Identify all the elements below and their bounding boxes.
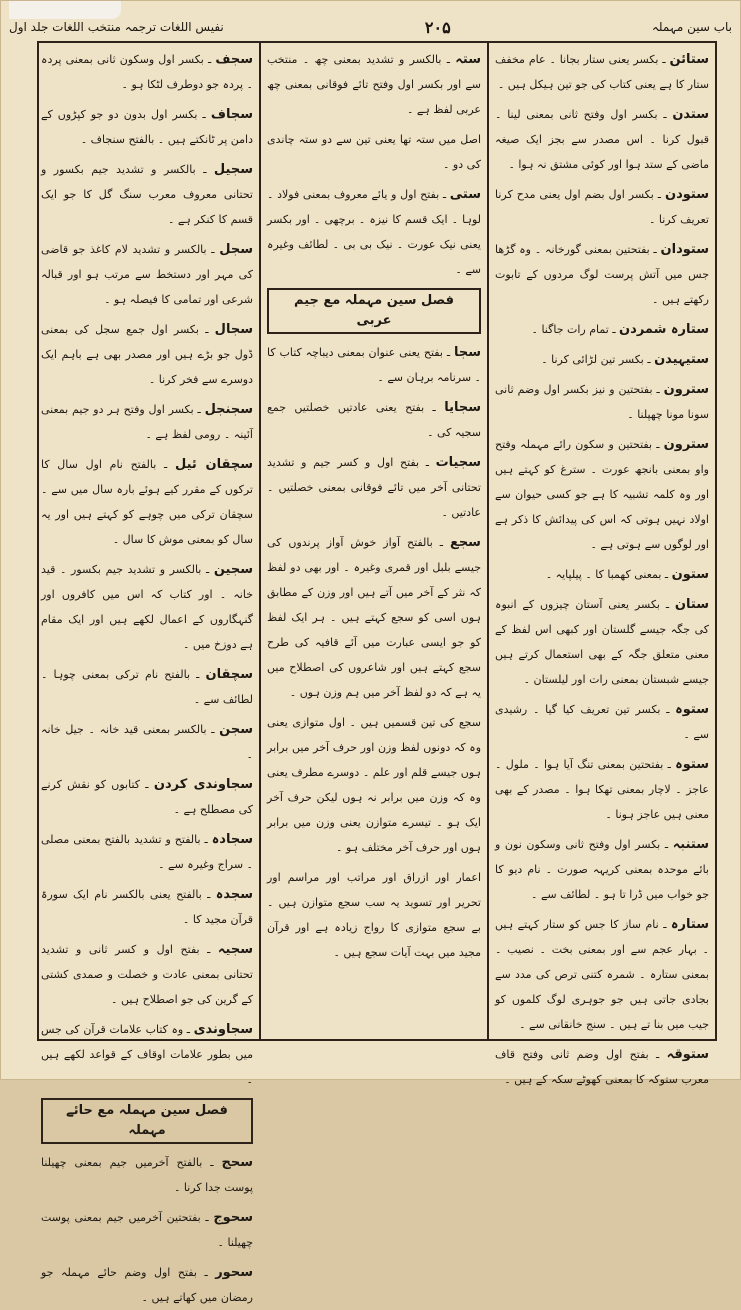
dictionary-entry: سجیل ـ بالکسر و تشدید جیم بکسور و تحتانی معروف معرب سنگ گل کا جو ایک قسم کا کنکر ہے ۔ <box>41 162 253 226</box>
dictionary-entry: سجاوندی ـ وہ کتاب علامات قرآن کی جس میں بطور علامات اوقاف کے قواعد لکھے ہیں ۔ <box>41 1022 253 1086</box>
dictionary-entry <box>267 127 481 177</box>
dictionary-entry: سحور ـ بفتح اول وضم حائے مہملہ جو رمضان میں کھاتے ہیں ۔ <box>41 1265 253 1304</box>
header-chapter-title: باب سین مہملہ <box>651 20 732 34</box>
entry-definition: بکسر اول وفتح ثانی بمعنی لینا ۔ قبول کرنا ۔ اس مصدر سے بجز ایک صیغہ ماضی کے ستد ہوا اور کوئی مشتق نہ ہوا ۔ <box>495 108 709 171</box>
column-middle <box>259 43 487 1039</box>
dictionary-entry: ستوقہ ـ بفتح اول وضم ثانی وفتح قاف معرب ستوکہ کا بمعنی کھوٹے سکہ کے ہیں ۔ <box>495 1047 709 1086</box>
entry-headword: سجاوندی <box>193 1022 253 1037</box>
dictionary-entry: سجن ـ بالکسر بمعنی قید خانہ ۔ جیل خانہ ۔ <box>41 722 253 761</box>
dictionary-entry: ستان ـ بکسر یعنی آستان چیزوں کے انبوہ کی جگہ جیسے گلستان اور کبھی اس لفظ کے معنی متعلق جگہ کے بھی استعمال کرتے ہیں جیسے شبستان بمعنی رات اور لیلستان ۔ <box>495 597 709 686</box>
section-heading: فصل سین مہملہ مع جیم عربی <box>267 288 481 334</box>
entry-definition: اعمار اور ازراق اور مراتب اور مراسم اور تحریر اور تسوید یہ سب سجع متوازن ہیں ۔ بے سجع متوازی کا رواج زیادہ ہے اور قرآن مجید میں بہت آیات سجع ہیں ۔ <box>267 871 481 959</box>
dictionary-entry: ستیہیدن ـ بکسر تین لڑائی کرنا ۔ <box>541 352 709 367</box>
entry-headword: ستیہیدن <box>654 352 709 367</box>
entry-definition: بالفتح آخرمیں جیم بمعنی چھیلنا پوست جدا کرنا ۔ <box>41 1156 253 1194</box>
entry-definition: بفتح یعنی عادتیں خصلتیں جمع سجیہ کی ۔ <box>267 401 481 439</box>
entry-definition: کتابوں کو نقش کرنے کی مصطلح ہے ۔ <box>41 778 253 816</box>
entry-definition: بکسر اول جمع سجل کی بمعنی ڈول جو بڑے ہیں اور مصدر بھی ہے باہم ایک دوسرے سے فخر کرنا ۔ <box>41 323 253 386</box>
entry-headword: ستی <box>449 187 482 202</box>
dictionary-entry: سجاف ـ بکسر اول بدون دو جو کپڑوں کے دامن پر ٹانکتے ہیں ۔ بالفتح سنجاف ۔ <box>41 107 253 146</box>
entry-definition: بالفتح یعنی بالکسر نام ایک سورۃ قرآن مجید کا ۔ <box>41 888 253 926</box>
dictionary-entry: سچقان ئیل ـ بالفتح نام اول سال کا ترکوں کے مقرر کیے ہوئے بارہ سال میں سے ۔ سچقان ترکی میں چوہے کو کہتے ہیں اور یہ سال کو بمعنی موش کا سال ۔ <box>41 457 254 546</box>
dictionary-entry: سجل ـ بالکسر و تشدید لام کاغذ جو قاضی کی مہر اور دستخط سے مرتب ہو اور قبالہ شرعی اور تمامی کا فیصلہ ہو ۔ <box>41 242 254 306</box>
entry-headword: سجل <box>219 242 254 257</box>
dictionary-entry: سحج ـ بالفتح آخرمیں جیم بمعنی چھیلنا پوست جدا کرنا ۔ <box>41 1155 254 1194</box>
dictionary-entry: سجف ـ بکسر اول وسکون ثانی بمعنی پردہ ۔ پردہ جو دوطرف لٹکا ہو ۔ <box>41 52 254 91</box>
dictionary-entry: ستائن ـ بکسر یعنی ستار بجانا ۔ عام مخفف ستار کا ہے یعنی کتاب کی جو تین ہیکل ہیں ۔ <box>495 52 709 91</box>
dictionary-entry: سجایا ـ بفتح یعنی عادتیں خصلتیں جمع سجیہ کی ۔ <box>267 400 482 439</box>
entry-headword: سترون <box>663 437 709 452</box>
entry-definition: بکسر یعنی ستار بجانا ۔ عام مخفف ستار کا ہے یعنی کتاب کی جو تین ہیکل ہیں ۔ <box>495 53 709 91</box>
entry-headword: سچقان <box>205 667 254 682</box>
entry-headword: سجاف <box>210 107 253 122</box>
entry-definition: بفتحتین آخرمیں جیم بمعنی پوست چھیلنا ۔ <box>41 1211 253 1249</box>
entry-headword: سجیات <box>435 455 481 470</box>
column-left <box>35 43 259 1304</box>
entry-definition: بالفتح و تشدید بالفتح بمعنی مصلی ۔ سراج وغیرہ سے ۔ <box>41 833 253 871</box>
entry-headword: سجا <box>453 345 482 360</box>
entry-headword: ستوہ <box>675 757 710 772</box>
entry-headword: سجال <box>214 322 253 337</box>
entry-headword: ستودان <box>660 242 710 257</box>
entry-headword: ستارہ شمردن <box>619 322 709 337</box>
entry-definition: بالفتح آواز خوش آواز پرندوں کی جیسے بلبل اور قمری وغیرہ ۔ اور بھی دو لفظ کہ نثر کے آخر میں آتے ہیں اور وزن کے مطابق ہوں اسی کو سجع کہتے ہیں ۔ ہر ایک لفظ کو جو ایسی عبارت میں آئے قافیہ کی طرح سجع کہتے ہیں اور شاعروں کی اصطلاح میں یہ ہے کہ دو لفظ آخر میں ہم وزن ہوں ۔ <box>267 536 481 699</box>
dictionary-entry <box>267 710 481 860</box>
dictionary-entry: سجادہ ـ بالفتح و تشدید بالفتح بمعنی مصلی ۔ سراج وغیرہ سے ۔ <box>41 832 254 871</box>
entry-headword: سجنجل <box>204 402 253 417</box>
section-heading: فصل سین مہملہ مع حائے مہملہ <box>41 1098 253 1144</box>
entry-headword: ستائن <box>669 52 709 67</box>
entry-definition: بفتح اول و یائے معروف بمعنی فولاد ۔ لوہا ۔ ایک قسم کا نیزہ ۔ برچھی ۔ اور بکسر یعنی نیک عورت ۔ نیک بی بی ۔ لطائف وغیرہ سے ۔ <box>267 188 481 276</box>
entry-definition: بکسر تین تعریف کیا گیا ۔ رشیدی سے ۔ <box>495 703 709 741</box>
dictionary-entry: سجاوندی کردن ـ کتابوں کو نقش کرنے کی مصطلح ہے ۔ <box>41 777 254 816</box>
entry-definition: بفتح یعنی عنوان بمعنی دیباچہ کتاب کا ۔ سرنامہ برہان سے ۔ <box>267 346 481 384</box>
entry-headword: سچقان ئیل <box>174 457 254 472</box>
entry-definition: بفتحتین بمعنی گورخانہ ۔ وہ گڑھا جس میں آتش پرست لوگ مردوں کے تابوت رکھتے ہیں ۔ <box>495 243 709 306</box>
entry-headword: سجاوندی کردن <box>153 777 254 792</box>
entry-headword: ستدن <box>672 107 710 122</box>
page-header <box>9 15 732 39</box>
entry-headword: سجادہ <box>211 832 254 847</box>
entry-headword: ستہ <box>455 52 482 67</box>
entry-definition: بالفتح نام اول سال کا ترکوں کے مقرر کیے ہوئے بارہ سال میں سے ۔ سچقان ترکی میں چوہے کو کہتے ہیں اور یہ سال کو بمعنی موش کا سال ۔ <box>41 458 253 546</box>
entry-headword: سجیہ <box>217 942 253 957</box>
entry-definition: بالکسر و تشدید بمعنی چھ ۔ منتخب سے اور بکسر اول وفتح تائے فوقانی بمعنی چھ عربی لفظ ہے ۔ <box>267 53 481 116</box>
entry-definition: وہ کتاب علامات قرآن کی جس میں بطور علامات اوقاف کے قواعد لکھے ہیں ۔ <box>41 1023 253 1086</box>
dictionary-entry <box>267 865 481 965</box>
dictionary-entry: سحوج ـ بفتحتین آخرمیں جیم بمعنی پوست چھیلنا ۔ <box>41 1210 253 1249</box>
entry-definition: نام ساز کا جس کو ستار کہتے ہیں ۔ بہار عجم سے اور بمعنی بخت ۔ نصیب ۔ بمعنی ستارہ ۔ شمرہ کتنی ترص کی مدد سے بجادی جاتی ہیں جو جوہری لوگ کلموں کو جیب میں بنا تے ہیں ۔ سنج خانقانی سے ۔ <box>495 918 709 1031</box>
dictionary-entry: ستدن ـ بکسر اول وفتح ثانی بمعنی لینا ۔ قبول کرنا ۔ اس مصدر سے بجز ایک صیغہ ماضی کے ستد ہوا اور کوئی مشتق نہ ہوا ۔ <box>495 107 710 171</box>
entry-definition: بفتح اول وضم حائے مہملہ جو رمضان میں کھاتے ہیں ۔ <box>41 1266 253 1304</box>
dictionary-entry: ستودان ـ بفتحتین بمعنی گورخانہ ۔ وہ گڑھا جس میں آتش پرست لوگ مردوں کے تابوت رکھتے ہیں ۔ <box>495 242 710 306</box>
entry-headword: سحج <box>221 1155 254 1170</box>
dictionary-entry: ستون ـ بمعنی کھمبا کا ۔ پیلپایہ ۔ <box>545 567 709 582</box>
dictionary-entry: سجع ـ بالفتح آواز خوش آواز پرندوں کی جیسے بلبل اور قمری وغیرہ ۔ اور بھی دو لفظ کہ نثر کے آخر میں آتے ہیں اور وزن کے مطابق ہوں اسی کو سجع کہتے ہیں ۔ ہر ایک لفظ کو جو ایسی عبارت میں آئے قافیہ کی طرح سجع کہتے ہیں اور شاعروں کی اصطلاح میں یہ ہے کہ دو لفظ آخر میں ہم وزن ہوں ۔ <box>267 535 481 699</box>
dictionary-entry: سترون ـ بفتحتین و نیز بکسر اول وضم ثانی سونا مونا چھپلنا ۔ <box>495 382 709 421</box>
entry-definition: بفتح اول و کسر ثانی و تشدید تحتانی بمعنی عادت و خصلت و صمدی کشتی کے گرین کی جو اصطلاح ہیں ۔ <box>41 943 253 1006</box>
entry-headword: سجیل <box>213 162 253 177</box>
entry-definition: بکسر اول وفتح ہر دو جیم بمعنی آئینہ ۔ رومی لفظ ہے ۔ <box>41 403 253 441</box>
entry-headword: سجایا <box>444 400 482 415</box>
entry-definition: بکسر اول بدون دو جو کپڑوں کے دامن پر ٹانکتے ہیں ۔ بالفتح سنجاف ۔ <box>41 108 253 146</box>
dictionary-entry: ستہ ـ بالکسر و تشدید بمعنی چھ ۔ منتخب سے اور بکسر اول وفتح تائے فوقانی بمعنی چھ عربی لفظ ہے ۔ <box>267 52 482 116</box>
dictionary-entry: ستوہ ـ بکسر تین تعریف کیا گیا ۔ رشیدی سے ۔ <box>495 702 709 741</box>
entry-definition: بفتح اول و کسر جیم و تشدید تحتانی آخر میں تائے فوقانی بمعنی خصلتیں ۔ عادتیں ۔ <box>267 456 481 519</box>
entry-definition: بفتحتین و نیز بکسر اول وضم ثانی سونا مونا چھپلنا ۔ <box>495 383 709 421</box>
entry-definition: تمام رات جاگنا ۔ <box>531 323 609 336</box>
dictionary-entry: ستنبہ ـ بکسر اول وفتح ثانی وسکون نون و بائے موحدہ بمعنی کریہہ صورت ۔ نام دیو کا جو خواب میں ڈرا تا ہو ۔ لطائف سے ۔ <box>495 837 710 901</box>
entry-headword: سجف <box>215 52 254 67</box>
dictionary-entry: سجیات ـ بفتح اول و کسر جیم و تشدید تحتانی آخر میں تائے فوقانی بمعنی خصلتیں ۔ عادتیں ۔ <box>267 455 481 519</box>
page-number: ۲۰۵ <box>424 17 451 37</box>
entry-headword: ستارہ <box>670 917 709 932</box>
dictionary-entry: ستی ـ بفتح اول و یائے معروف بمعنی فولاد ۔ لوہا ۔ ایک قسم کا نیزہ ۔ برچھی ۔ اور بکسر یعنی نیک عورت ۔ نیک بی بی ۔ لطائف وغیرہ سے ۔ <box>267 187 482 276</box>
dictionary-entry: سجدہ ـ بالفتح یعنی بالکسر نام ایک سورۃ قرآن مجید کا ۔ <box>41 887 253 926</box>
entry-definition: بکسر اول بضم اول یعنی مدح کرنا تعریف کرنا ۔ <box>495 188 709 226</box>
dictionary-entry: سجیہ ـ بفتح اول و کسر ثانی و تشدید تحتانی بمعنی عادت و خصلت و صمدی کشتی کے گرین کی جو اصطلاح ہیں ۔ <box>41 942 253 1006</box>
dictionary-entry: سجال ـ بکسر اول جمع سجل کی بمعنی ڈول جو بڑے ہیں اور مصدر بھی ہے باہم ایک دوسرے سے فخر کرنا ۔ <box>41 322 253 386</box>
entry-headword: سجن <box>219 722 253 737</box>
dictionary-entry: سترون ـ بفتحتین و سکون رائے مہملہ وفتح واو بمعنی بانجھ عورت ۔ سترغ کو کہتے ہیں اور وہ کلمہ تشبیہ کا ہے جو کسی حیوان سے اولاد نہیں ہوتی کہ اس کی پیدائش کا ذکر ہے اور لوگوں سے ہوتی ہے ۔ <box>495 437 709 551</box>
entry-headword: سحور <box>215 1265 253 1280</box>
entry-definition: بکسر یعنی آستان چیزوں کے انبوہ کی جگہ جیسے گلستان اور کبھی اس لفظ کے معنی متعلق جگہ کے بھی استعمال کرتے ہیں جیسے شبستان بمعنی رات اور لیلستان ۔ <box>495 598 709 686</box>
dictionary-entry: ستودن ـ بکسر اول بضم اول یعنی مدح کرنا تعریف کرنا ۔ <box>495 187 710 226</box>
entry-definition: بالکسر و تشدید جیم بکسور و تحتانی معروف معرب سنگ گل کا جو ایک قسم کا کنکر ہے ۔ <box>41 163 253 226</box>
entry-definition: بالفتح نام ترکی بمعنی چوہا ۔ لطائف سے ۔ <box>41 668 253 706</box>
entry-headword: ستون <box>671 567 709 582</box>
dictionary-entry: سچقان ـ بالفتح نام ترکی بمعنی چوہا ۔ لطائف سے ۔ <box>41 667 254 706</box>
entry-definition: بفتحتین و سکون رائے مہملہ وفتح واو بمعنی بانجھ عورت ۔ سترغ کو کہتے ہیں اور وہ کلمہ تشبیہ کا ہے جو کسی حیوان سے اولاد نہیں ہوتی کہ اس کی پیدائش کا ذکر ہے اور لوگوں سے ہوتی ہے ۔ <box>495 438 709 551</box>
entry-definition: بفتحتین بمعنی تنگ آیا ہوا ۔ ملول ۔ عاجز ۔ لاچار بمعنی تھکا ہوا ۔ مصدر کے بھی معنی ہیں عاجز ہونا ۔ <box>495 758 709 821</box>
entry-headword: سترون <box>663 382 709 397</box>
dictionary-entry: سجنجل ـ بکسر اول وفتح ہر دو جیم بمعنی آئینہ ۔ رومی لفظ ہے ۔ <box>41 402 253 441</box>
entry-headword: ستوہ <box>675 702 709 717</box>
entry-definition: بمعنی کھمبا کا ۔ پیلپایہ ۔ <box>545 568 662 581</box>
column-right <box>487 43 715 1086</box>
dictionary-entry: ستارہ شمردن ـ تمام رات جاگنا ۔ <box>531 322 709 337</box>
entry-headword: ستنبہ <box>672 837 710 852</box>
entry-headword: سجدہ <box>215 887 253 902</box>
entry-definition: بفتح اول وضم ثانی وفتح قاف معرب ستوکہ کا بمعنی کھوٹے سکہ کے ہیں ۔ <box>495 1048 709 1086</box>
entry-definition: بالکسر و تشدید جیم بکسور ۔ قید خانہ ۔ اور کتاب کہ اس میں کافروں اور گنہگاروں کے اعمال لکھے ہیں اور ایک مقام ہے دوزخ میں ۔ <box>41 563 253 651</box>
text-frame <box>37 41 717 1304</box>
entry-definition: سجع کی تین قسمیں ہیں ۔ اول متوازی یعنی وہ کہ دونوں لفظ وزن اور حرف آخر میں برابر ہوں جیسے قلم اور علم ۔ دوسرے مطرف یعنی وہ کہ وزن میں برابر نہ ہوں لیکن حرف آخر ایک ہو ۔ تیسرے متوازن یعنی وزن میں برابر ہوں اور حرف آخر مختلف ہو ۔ <box>267 716 481 854</box>
entry-headword: ستودن <box>665 187 710 202</box>
entry-definition: بکسر اول وسکون ثانی بمعنی پردہ ۔ پردہ جو دوطرف لٹکا ہو ۔ <box>41 53 253 91</box>
entry-definition: اصل میں ستہ تھا یعنی تین سے دو ستہ چاندی کی دو ۔ <box>267 133 481 171</box>
entry-headword: سجین <box>213 562 253 577</box>
dictionary-entry: ستوہ ـ بفتحتین بمعنی تنگ آیا ہوا ۔ ملول ۔ عاجز ۔ لاچار بمعنی تھکا ہوا ۔ مصدر کے بھی معنی ہیں عاجز ہونا ۔ <box>495 757 710 821</box>
entry-definition: بالکسر بمعنی قید خانہ ۔ جیل خانہ ۔ <box>41 723 253 761</box>
entry-definition: بالکسر و تشدید لام کاغذ جو قاضی کی مہر اور دستخط سے مرتب ہو اور قبالہ شرعی اور تمامی کا فیصلہ ہو ۔ <box>41 243 253 306</box>
entry-definition: بکسر تین لڑائی کرنا ۔ <box>541 353 644 366</box>
entry-headword: سجع <box>449 535 481 550</box>
dictionary-entry: سجین ـ بالکسر و تشدید جیم بکسور ۔ قید خانہ ۔ اور کتاب کہ اس میں کافروں اور گنہگاروں کے اعمال لکھے ہیں اور ایک مقام ہے دوزخ میں ۔ <box>41 562 253 651</box>
entry-headword: ستان <box>674 597 709 612</box>
header-book-title: نفیس اللغات ترجمہ منتخب اللغات جلد اول <box>9 20 224 34</box>
dictionary-entry: ستارہ ـ نام ساز کا جس کو ستار کہتے ہیں ۔ بہار عجم سے اور بمعنی بخت ۔ نصیب ۔ بمعنی ستارہ ۔ شمرہ کتنی ترص کی مدد سے بجادی جاتی ہیں جو جوہری لوگ کلموں کو جیب میں بنا تے ہیں ۔ سنج خانقانی سے ۔ <box>495 917 709 1031</box>
entry-headword: ستوقہ <box>666 1047 709 1062</box>
entry-definition: بکسر اول وفتح ثانی وسکون نون و بائے موحدہ بمعنی کریہہ صورت ۔ نام دیو کا جو خواب میں ڈرا تا ہو ۔ لطائف سے ۔ <box>495 838 709 901</box>
dictionary-entry: سجا ـ بفتح یعنی عنوان بمعنی دیباچہ کتاب کا ۔ سرنامہ برہان سے ۔ <box>267 345 482 384</box>
entry-headword: سحوج <box>213 1210 253 1225</box>
